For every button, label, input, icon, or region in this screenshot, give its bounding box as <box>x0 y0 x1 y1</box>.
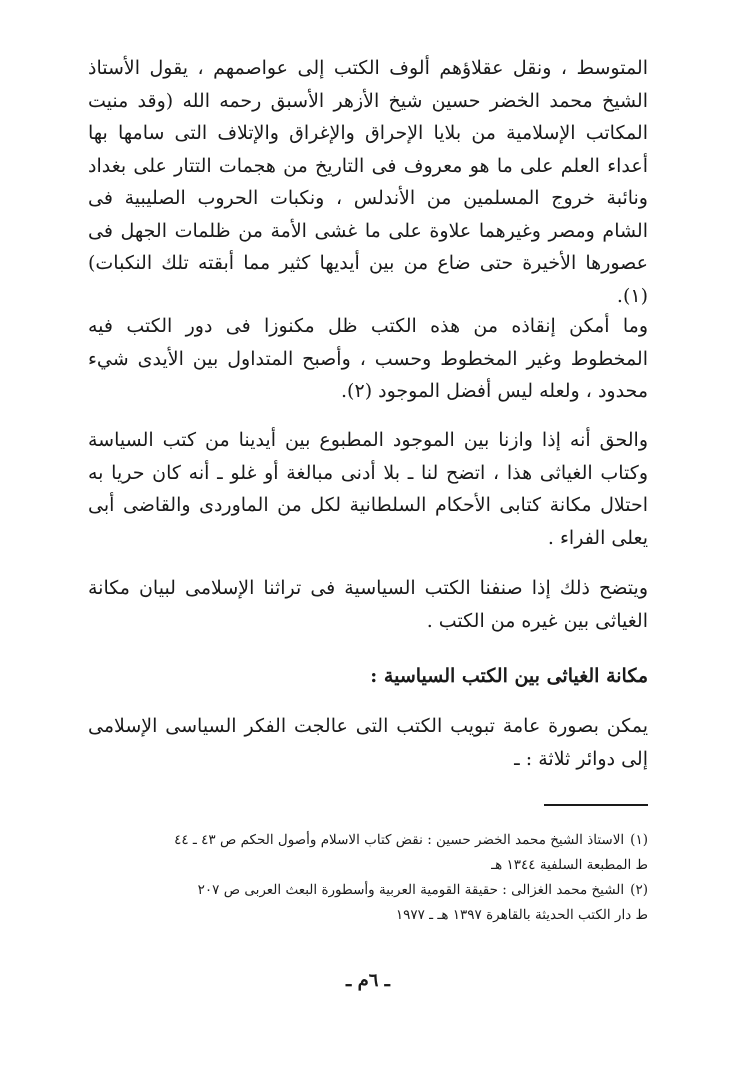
paragraph-2: وما أمكن إنقاذه من هذه الكتب ظل مكنوزا فى دور الكتب فيه المخطوط وغير المخطوط وحسب ، وأصبح المتداول بين الأيدى شيء محدود ، ولعله ليس أفضل الموجود (٢). <box>88 315 648 402</box>
footnote-2 <box>88 878 648 928</box>
footnote-1 <box>88 828 648 878</box>
footnote-text: الاستاذ الشيخ محمد الخضر حسين : نقض كتاب الاسلام وأصول الحكم ص ٤٣ ـ ٤٤ <box>174 832 625 848</box>
footnote-number: (١) <box>630 832 648 848</box>
page-number: ـ ٦م ـ <box>346 970 390 991</box>
footnote-text: الشيخ محمد الغزالى : حقيقة القومية العربية وأسطورة البعث العربى ص ٢٠٧ <box>197 882 625 898</box>
paragraph-1: المتوسط ، ونقل عقلاؤهم ألوف الكتب إلى عواصمهم ، يقول الأستاذ الشيخ محمد الخضر حسين شيخ الأزهر الأسبق رحمه الله (وقد منيت المكاتب الإسلامية من بلايا الإحراق والإغراق والإتلاف التى سامها بها أعداء العلم على ما هو معروف فى التاريخ من هجمات التتار على بغداد ونائبة خروج المسلمين من الأندلس ، ونكبات الحروب الصليبية فى الشام ومصر وغيرهما علاوة على ما غشى الأمة من ظلمات الجهل فى عصورها الأخيرة حتى ضاع من بين أيديها كثير مما أبقته تلك النكبات) (١). <box>88 57 648 307</box>
paragraph-4: ويتضح ذلك إذا صنفنا الكتب السياسية فى تراثنا الإسلامى لبيان مكانة الغياثى بين غيره من الكتب . <box>88 577 648 632</box>
footnote-divider <box>544 804 648 806</box>
footnote-publisher: ط دار الكتب الحديثة بالقاهرة ١٣٩٧ هـ ـ ١٩٧٧ <box>395 907 648 923</box>
paragraph-5: يمكن بصورة عامة تبويب الكتب التى عالجت الفكر السياسى الإسلامى إلى دوائر ثلاثة : ـ <box>88 715 648 770</box>
section-heading: مكانة الغياثى بين الكتب السياسية : <box>370 665 648 687</box>
footnotes <box>88 828 648 928</box>
paragraph-3: والحق أنه إذا وازنا بين الموجود المطبوع بين أيدينا من كتب السياسة وكتاب الغياثى هذا ، اتضح لنا ـ بلا أدنى مبالغة أو غلو ـ أنه كان حريا به احتلال مكانة كتابى الأحكام السلطانية لكل من الماوردى والقاضى أبى يعلى الفراء . <box>88 429 648 549</box>
footnote-number: (٢) <box>630 882 648 898</box>
footnote-publisher: ط المطبعة السلفية ١٣٤٤ هـ <box>491 857 648 873</box>
